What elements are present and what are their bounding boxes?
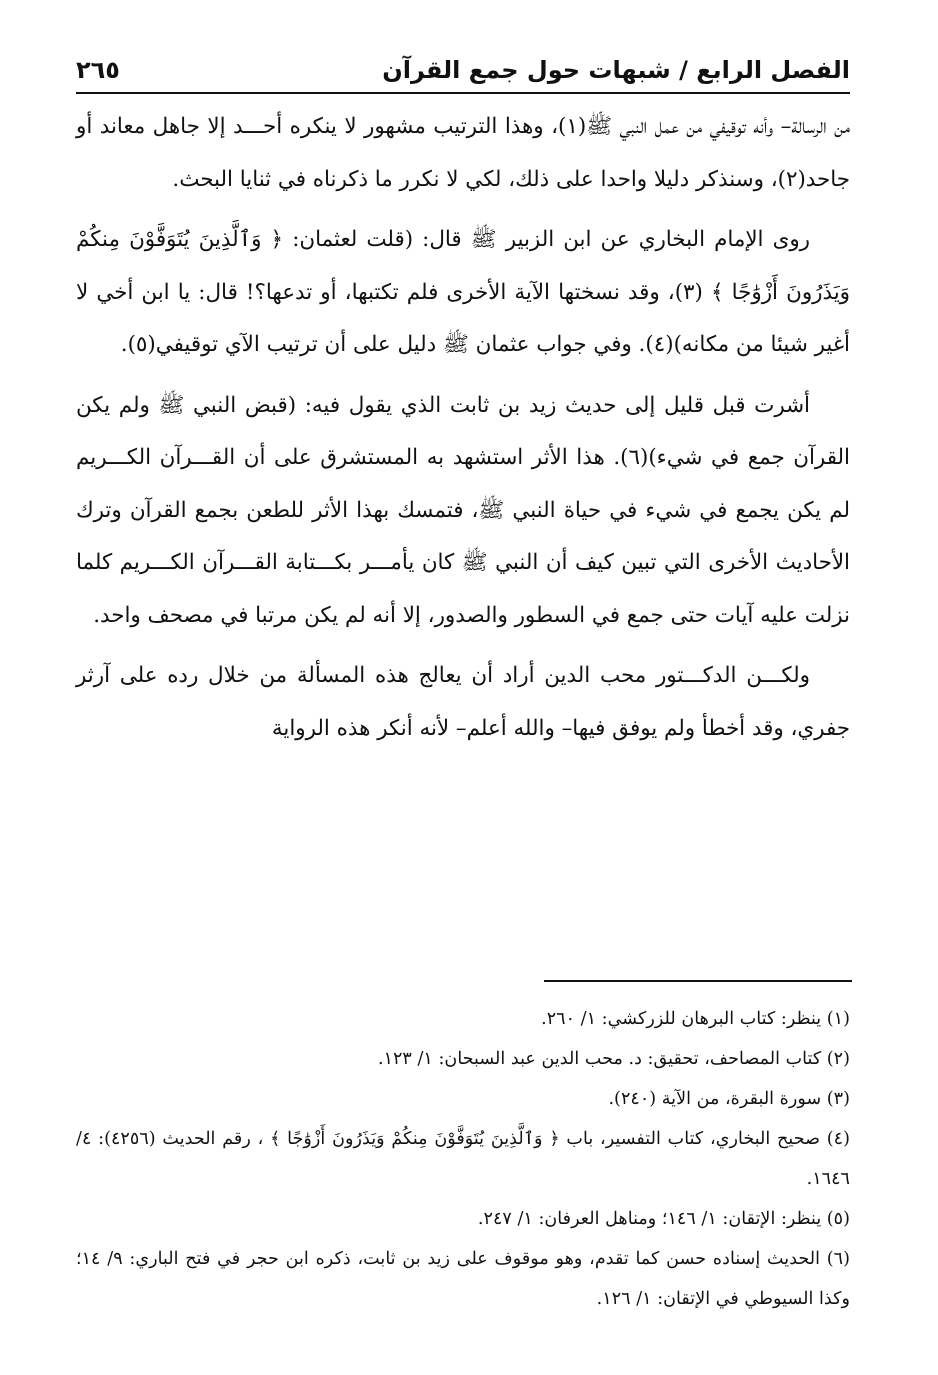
footnote-5: (٥) ينظر: الإتقان: ١/ ١٤٦؛ ومناهل العرفان: ١/ ٢٤٧. <box>477 1209 850 1229</box>
page-number: ٢٦٥ <box>76 56 120 84</box>
footnote-6: (٦) الحديث إسناده حسن كما تقدم، وهو موقوف على زيد بن ثابت، ذكره ابن حجر في فتح الباري: ٩/ ١٤؛ وكذا السيوطي في الإتقان: ١/ ١٢٦. <box>76 1249 850 1309</box>
body-text <box>76 101 850 755</box>
footnote-separator <box>544 980 852 982</box>
paragraph-3: أشرت قبل قليل إلى حديث زيد بن ثابت الذي يقول فيه: (قبض النبي ﷺ ولم يكن القرآن جمع في شيء)(٦). هذا الأثر استشهد به المستشرق على أن القـــرآن الكـــريم لم يكن يجمع في شيء في حياة النبي ﷺ، فتمسك بهذا الأثر للطعن بجمع القرآن وترك الأحاديث الأخرى التي تبين كيف أن النبي ﷺ كان يأمـــر بكـــتابة القـــرآن الكـــريم كلما نزلت عليه آيات حتى جمع في السطور والصدور، إلا أنه لم يكن مرتبا في مصحف واحد. <box>76 392 850 628</box>
footnote-4: (٤) صحيح البخاري، كتاب التفسير، باب ﴿ وَٱلَّذِينَ يُتَوَفَّوْنَ مِنكُمْ وَيَذَرُونَ أَزْوَٰجًا ﴾ ، رقم الحديث (٤٢٥٦): ٤/ ١٦٤٦. <box>76 1129 850 1189</box>
footnote-2: (٢) كتاب المصاحف، تحقيق: د. محب الدين عبد السبحان: ١/ ١٢٣. <box>377 1049 850 1069</box>
footnote-1: (١) ينظر: كتاب البرهان للزركشي: ١/ ٢٦٠. <box>541 1009 850 1029</box>
footnotes <box>76 999 850 1319</box>
running-head: الفصل الرابع / شبهات حول جمع القرآن <box>382 56 850 84</box>
paragraph-4: ولكـــن الدكـــتور محب الدين أراد أن يعالج هذه المسألة من خلال رده على آرثر جفري، وقد أخطأ ولم يوفق فيها– والله أعلم– لأنه أنكر هذه الرواية <box>76 663 850 741</box>
footnote-3: (٣) سورة البقرة، من الآية (٢٤٠). <box>608 1089 850 1109</box>
paragraph-2: روى الإمام البخاري عن ابن الزبير ﷺ قال: (قلت لعثمان: ﴿ وَٱلَّذِينَ يُتَوَفَّوْنَ مِنكُمْ وَيَذَرُونَ أَزْوَٰجًا ﴾ (٣)، وقد نسختها الآية الأخرى فلم تكتبها، أو تدعها؟! قال: يا ابن أخي لا أغير شيئا من مكانه)(٤). وفي جواب عثمان ﷺ دليل على أن ترتيب الآي توقيفي(٥). <box>76 227 850 357</box>
page-header <box>76 48 850 94</box>
paragraph-1: من الرسالة– وأنه توقيفي من عمل النبي ﷺ(١)، وهذا الترتيب مشهور لا ينكره أحـــد إلا جاهل معاند أو جاحد(٢)، وسنذكر دليلا واحدا على ذلك، لكي لا نكرر ما ذكرناه في ثنايا البحث. <box>76 114 850 192</box>
